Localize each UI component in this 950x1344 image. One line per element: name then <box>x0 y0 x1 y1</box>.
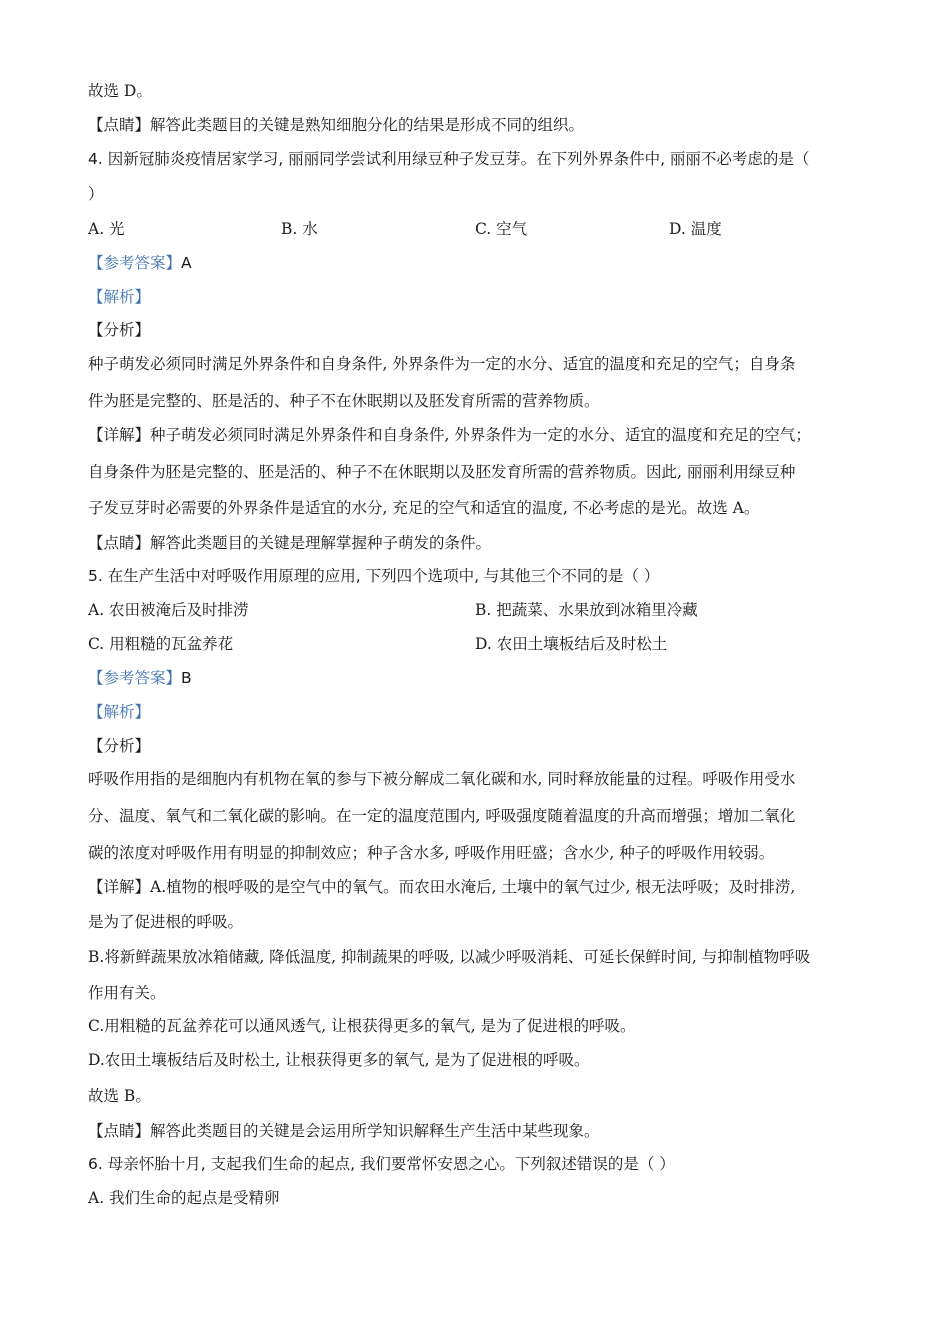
q5-answer-line <box>88 668 192 688</box>
text-line: 故选 B。 <box>88 1087 151 1105</box>
text-line: 种子萌发必须同时满足外界条件和自身条件, 外界条件为一定的水分、适宜的温度和充足的空气；自身条 <box>88 355 796 373</box>
q5-option-d: D. 农田土壤板结后及时松土 <box>475 635 668 653</box>
q5-jiexi-tag: 【解析】 <box>88 703 151 721</box>
answer-value: A <box>181 254 192 272</box>
text-line: 故选 D。 <box>88 82 152 100</box>
q4-option-c: C. 空气 <box>475 220 528 238</box>
question-4-stem: 4. 因新冠肺炎疫情居家学习, 丽丽同学尝试利用绿豆种子发豆芽。在下列外界条件中, 丽丽不必考虑的是（ <box>88 150 810 168</box>
text-line: 是为了促进根的呼吸。 <box>88 913 244 931</box>
q4-option-b: B. 水 <box>281 220 318 238</box>
text-line: 件为胚是完整的、胚是活的、种子不在休眠期以及胚发育所需的营养物质。 <box>88 392 600 410</box>
text-line: B.将新鲜蔬果放冰箱储藏, 降低温度, 抑制蔬果的呼吸, 以减少呼吸消耗、可延长保鲜时间, 与抑制植物呼吸 <box>88 948 811 966</box>
text-line: 碳的浓度对呼吸作用有明显的抑制效应；种子含水多, 呼吸作用旺盛；含水少, 种子的呼吸作用较弱。 <box>88 844 775 862</box>
question-5-stem: 5. 在生产生活中对呼吸作用原理的应用, 下列四个选项中, 与其他三个不同的是（ ） <box>88 567 660 585</box>
q4-jiexi-tag: 【解析】 <box>88 288 151 306</box>
text-line: 自身条件为胚是完整的、胚是活的、种子不在休眠期以及胚发育所需的营养物质。因此, 丽丽利用绿豆种 <box>88 463 796 481</box>
question-4-stem-end: ） <box>88 185 104 203</box>
text-line: 【点睛】解答此类题目的关键是理解掌握种子萌发的条件。 <box>88 534 492 552</box>
question-6-stem: 6. 母亲怀胎十月, 支起我们生命的起点, 我们要常怀安恩之心。下列叙述错误的是（ ） <box>88 1155 675 1173</box>
answer-tag: 【参考答案】 <box>88 669 182 687</box>
q6-option-a: A. 我们生命的起点是受精卵 <box>88 1189 280 1207</box>
q4-fenxi-tag: 【分析】 <box>88 321 151 339</box>
q5-fenxi-tag: 【分析】 <box>88 737 151 755</box>
q4-option-a: A. 光 <box>88 220 125 238</box>
q5-option-b: B. 把蔬菜、水果放到冰箱里冷藏 <box>475 601 698 619</box>
q4-answer-line <box>88 253 192 273</box>
q4-option-d: D. 温度 <box>669 220 722 238</box>
text-line: 作用有关。 <box>88 984 166 1002</box>
text-line: 【点睛】解答此类题目的关键是熟知细胞分化的结果是形成不同的组织。 <box>88 116 585 134</box>
q5-option-c: C. 用粗糙的瓦盆养花 <box>88 635 234 653</box>
text-line: 呼吸作用指的是细胞内有机物在氧的参与下被分解成二氧化碳和水, 同时释放能量的过程。呼吸作用受水 <box>88 770 796 788</box>
answer-tag: 【参考答案】 <box>88 254 182 272</box>
text-line: 【详解】种子萌发必须同时满足外界条件和自身条件, 外界条件为一定的水分、适宜的温度和充足的空气； <box>88 426 811 444</box>
text-line: D.农田土壤板结后及时松土, 让根获得更多的氧气, 是为了促进根的呼吸。 <box>88 1051 590 1069</box>
text-line: 【点睛】解答此类题目的关键是会运用所学知识解释生产生活中某些现象。 <box>88 1122 600 1140</box>
q5-option-a: A. 农田被淹后及时排涝 <box>88 601 249 619</box>
answer-value: B <box>181 669 192 687</box>
text-line: C.用粗糙的瓦盆养花可以通风透气, 让根获得更多的氧气, 是为了促进根的呼吸。 <box>88 1017 636 1035</box>
text-line: 子发豆芽时必需要的外界条件是适宜的水分, 充足的空气和适宜的温度, 不必考虑的是光。故选 A。 <box>88 499 760 517</box>
text-line: 【详解】A.植物的根呼吸的是空气中的氧气。而农田水淹后, 土壤中的氧气过少, 根无法呼吸；及时排涝, <box>88 878 796 896</box>
text-line: 分、温度、氧气和二氧化碳的影响。在一定的温度范围内, 呼吸强度随着温度的升高而增强；增加二氧化 <box>88 807 796 825</box>
